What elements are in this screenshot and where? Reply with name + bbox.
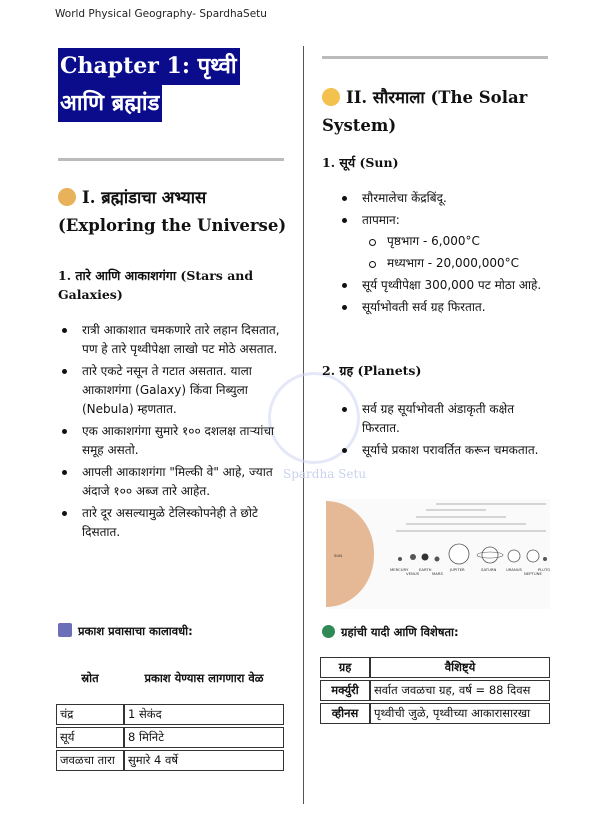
light-travel-table: [56, 652, 284, 773]
list-item: एक आकाशगंगा सुमारे १०० दशलक्ष ताऱ्यांचा समूह असतो.: [82, 422, 282, 460]
sun-bullet-list: [362, 189, 552, 320]
svg-text:MERCURY: MERCURY: [390, 567, 409, 572]
list-item: सौरमालेचा केंद्रबिंदू.: [362, 189, 552, 208]
sun-icon: [322, 88, 340, 106]
table-row: मर्क्युरी सर्वात जवळचा ग्रह, वर्ष = 88 दिवस: [320, 680, 550, 701]
svg-text:JUPITER: JUPITER: [450, 567, 465, 572]
list-item: सूर्याभोवती सर्व ग्रह फिरतात.: [362, 298, 552, 317]
planets-bullet-list: [362, 400, 552, 463]
svg-text:PLUTO: PLUTO: [538, 567, 550, 572]
table-row: व्हीनस पृथ्वीची जुळे, पृथ्वीच्या आकारासारखा: [320, 703, 550, 724]
solar-system-diagram: [326, 499, 550, 609]
watermark-text: Spardha Setu: [283, 467, 367, 481]
chapter-title: Chapter 1: पृथ्वी आणि ब्रह्मांड: [58, 48, 240, 122]
list-item: तारे दूर असल्यामुळे टेलिस्कोपनेही ते छोटे दिसतात.: [82, 504, 282, 542]
section-heading-universe: I. ब्रह्मांडाचा अभ्यास (Exploring the Universe): [58, 188, 287, 235]
subheading-planets: 2. ग्रह (Planets): [322, 363, 422, 378]
svg-text:MARS: MARS: [432, 571, 443, 576]
light-travel-heading: प्रकाश प्रवासाचा कालावधी:: [58, 623, 193, 639]
table-row: सूर्य 8 मिनिटे: [56, 727, 284, 748]
subheading-stars: 1. तारे आणि आकाशगंगा (Stars and Galaxies): [58, 268, 254, 302]
stars-bullet-list: [82, 321, 282, 545]
table-header: स्रोत: [81, 670, 99, 685]
list-item: रात्री आकाशात चमकणारे तारे लहान दिसतात, पण हे तारे पृथ्वीपेक्षा लाखो पट मोठे असतात.: [82, 321, 282, 359]
page-header: World Physical Geography- SpardhaSetu: [55, 8, 267, 20]
list-item: तारे एकटे नसून ते गटात असतात. याला आकाशगंगा (Galaxy) किंवा निब्युला (Nebula) म्हणतात.: [82, 362, 282, 419]
table-header: ग्रह: [320, 657, 370, 678]
section-heading-solar-system: II. सौरमाला (The Solar System): [322, 88, 528, 135]
list-item: तापमान: पृष्ठभाग - 6,000°C मध्यभाग - 20,000,000°C: [362, 211, 552, 273]
comet-icon: [58, 188, 76, 206]
table-row: चंद्र 1 सेकंद: [56, 704, 284, 725]
svg-text:NEPTUNE: NEPTUNE: [524, 571, 542, 576]
divider-right: [322, 56, 548, 59]
svg-text:SATURN: SATURN: [481, 567, 497, 572]
planet-list-heading: ग्रहांची यादी आणि विशेषता:: [322, 625, 459, 640]
planet-features-table: [320, 655, 550, 726]
list-item: पृष्ठभाग - 6,000°C: [387, 232, 552, 251]
table-row: जवळचा तारा सुमारे 4 वर्षे: [56, 750, 284, 771]
list-item: सूर्याचे प्रकाश परावर्तित करून चमकतात.: [362, 441, 552, 460]
table-header: वैशिष्ट्ये: [370, 657, 550, 678]
subheading-sun: 1. सूर्य (Sun): [322, 155, 399, 170]
table-header: प्रकाश येण्यास लागणारा वेळ: [144, 670, 264, 685]
svg-text:URANUS: URANUS: [506, 567, 522, 572]
svg-text:VENUS: VENUS: [406, 571, 420, 576]
svg-text:SUN: SUN: [334, 553, 343, 558]
list-item: मध्यभाग - 20,000,000°C: [387, 254, 552, 273]
list-item: आपली आकाशगंगा "मिल्की वे" आहे, ज्यात अंदाजे १०० अब्ज तारे आहेत.: [82, 463, 282, 501]
list-item: सूर्य पृथ्वीपेक्षा 300,000 पट मोठा आहे.: [362, 276, 552, 295]
globe-icon: [322, 625, 335, 638]
divider-left: [58, 158, 284, 161]
svg-text:EARTH: EARTH: [419, 567, 432, 572]
telescope-icon: [58, 623, 72, 637]
list-item: सर्व ग्रह सूर्याभोवती अंडाकृती कक्षेत फिरतात.: [362, 400, 552, 438]
